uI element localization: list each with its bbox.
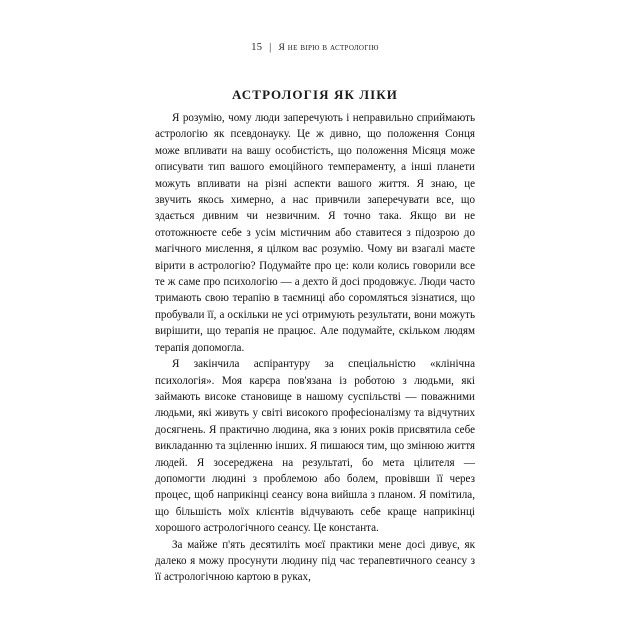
running-head [0, 42, 630, 53]
chapter-title: АСТРОЛОГІЯ ЯК ЛІКИ [231, 86, 399, 102]
paragraph: За майже п'ять десятиліть моєї практики мене досі дивує, як далеко я можу просунути людину під час терапевтичного сеансу з її астрологічною картою в руках, [155, 538, 475, 584]
page-number: 15 [251, 42, 263, 53]
paragraph: Я закінчила аспірантуру за спеціальністю «клінічна психологія». Моя карєра пов'язана із роботою з людьми, які займають високе становище в нашому суспільстві — поважними людьми, які живуть у світі високого професіоналізму та відчутних досягнень. Я практично людина, яка з юних років присвятила себе викладанню та зціленню інших. Я пишаюся тим, що змінюю життя людей. Я зосереджена на результаті, бо мета цілителя — допомогти людині з проблемою або болем, провівши її через процес, щоб наприкінці сеансу вона вийшла з планом. Я помітила, що більшість моїх клієнтів відчувають себе краще наприкінці хорошого астрологічного сеансу. Це константа. [155, 358, 475, 535]
running-head-separator: | [269, 42, 272, 53]
running-head-title: Я не вірю в астрологію [278, 43, 379, 53]
paragraph: Я розумію, чому люди заперечують і неправильно сприймають астрологію як псевдонауку. Це ж дивно, що положення Сонця може впливати на вашу особистість, що положення Місяця може описувати тип вашого емоційного темпераменту, а інші планети можуть впливати на різні аспекти вашого життя. Я знаю, це звучить якось химерно, а нас привчили заперечувати все, що здається дивним чи незвичним. Я точно така. Якщо ви не ототожнюєте себе з усім містичним або ставитеся з підозрою до магічного мислення, я цілком вас розумію. Чому ви взагалі маєте вірити в астрологію? Подумайте про це: коли колись говорили все те ж саме про психологію — а дехто й досі продовжує. Люди часто тримають свою терапію в таємниці або соромляться зізнатися, що пробували її, а оскільки не усі отримують результати, вони можуть вирішити, що терапія не працює. Але подумайте, скільком людям терапія допомогла. [155, 112, 475, 354]
body-text [155, 110, 475, 586]
